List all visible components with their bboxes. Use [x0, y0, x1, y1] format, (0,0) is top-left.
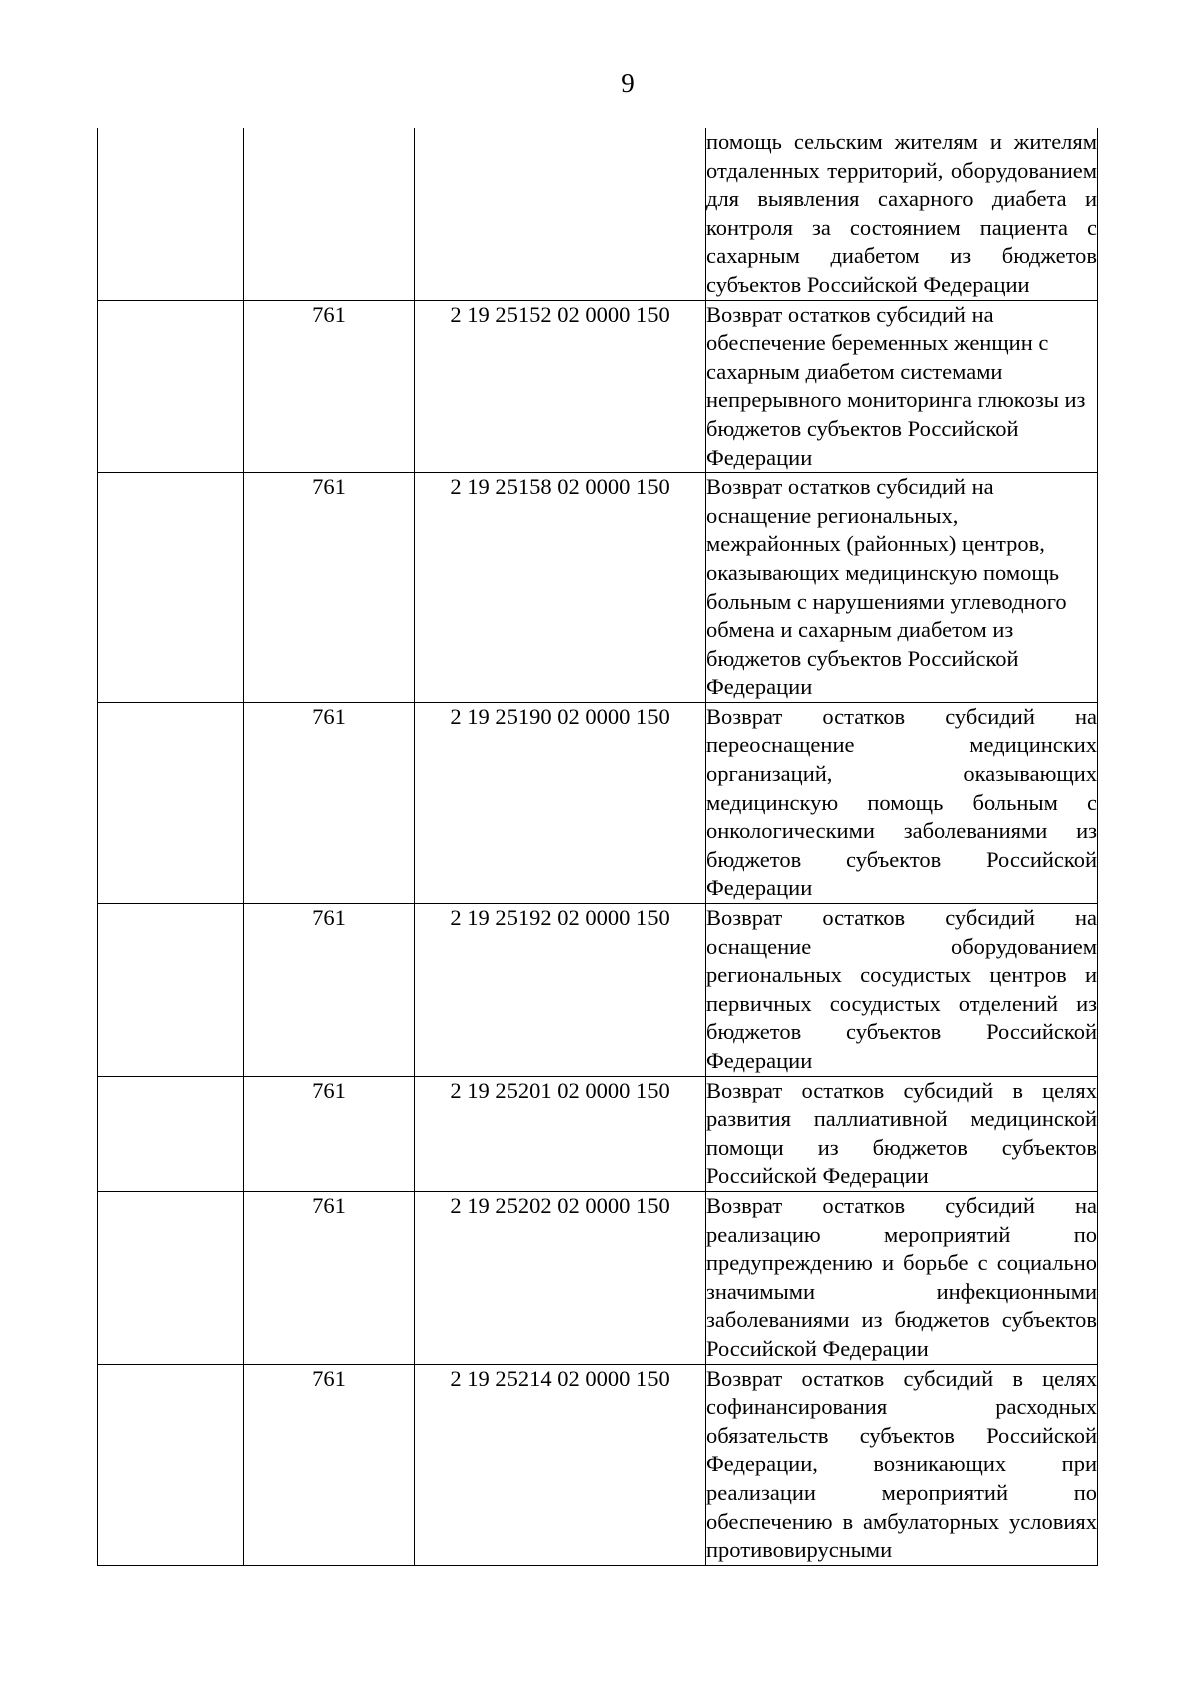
budget-code-cell: 2 19 25152 02 0000 150 [415, 300, 706, 473]
blank-cell [98, 1191, 244, 1364]
table-row [98, 1364, 1098, 1565]
admin-code-cell: 761 [244, 1076, 415, 1191]
admin-code-cell: 761 [244, 300, 415, 473]
blank-cell [98, 1364, 244, 1565]
budget-code-cell: 2 19 25192 02 0000 150 [415, 904, 706, 1077]
table-row [98, 300, 1098, 473]
description-text: Возврат остатков субсидий в целях софинансирования расходных обязательств субъектов Российской Федерации, возникающих при реализации мероприятий по обеспечению в амбулаторных условиях противовирусными [706, 1365, 1097, 1563]
table-row [98, 1191, 1098, 1364]
table-row [98, 702, 1098, 903]
admin-code-cell: 761 [244, 1191, 415, 1364]
page-number: 9 [621, 68, 635, 98]
admin-code-cell: 761 [244, 1364, 415, 1565]
blank-cell [98, 702, 244, 903]
description-cell [706, 1076, 1098, 1191]
admin-code-cell: 761 [244, 473, 415, 703]
description-cell [706, 1364, 1098, 1565]
admin-code-cell [244, 128, 415, 300]
budget-code-cell: 2 19 25214 02 0000 150 [415, 1364, 706, 1565]
description-text: Возврат остатков субсидий в целях развития паллиативной медицинской помощи из бюджетов субъектов Российской Федерации [706, 1077, 1097, 1189]
description-cell [706, 1191, 1098, 1364]
admin-code-cell: 761 [244, 904, 415, 1077]
description-cell [706, 904, 1098, 1077]
budget-codes-table [97, 128, 1098, 1566]
blank-cell [98, 904, 244, 1077]
description-cell [706, 300, 1098, 473]
blank-cell [98, 473, 244, 703]
admin-code-cell: 761 [244, 702, 415, 903]
description-cell [706, 128, 1098, 300]
blank-cell [98, 1076, 244, 1191]
description-text: помощь сельским жителям и жителям отдаленных территорий, оборудованием для выявления сахарного диабета и контроля за состоянием пациента с сахарным диабетом из бюджетов субъектов Российской Федерации [706, 129, 1097, 297]
table-row [98, 473, 1098, 703]
budget-code-cell: 2 19 25202 02 0000 150 [415, 1191, 706, 1364]
table-row [98, 1076, 1098, 1191]
description-text: Возврат остатков субсидий на переоснащение медицинских организаций, оказывающих медицинскую помощь больным с онкологическими заболеваниями из бюджетов субъектов Российской Федерации [706, 703, 1097, 901]
budget-code-cell: 2 19 25201 02 0000 150 [415, 1076, 706, 1191]
table-row [98, 128, 1098, 300]
budget-code-cell [415, 128, 706, 300]
description-text: Возврат остатков субсидий на реализацию мероприятий по предупреждению и борьбе с социально значимыми инфекционными заболеваниями из бюджетов субъектов Российской Федерации [706, 1192, 1097, 1361]
description-text: Возврат остатков субсидий на оснащение оборудованием региональных сосудистых центров и первичных сосудистых отделений из бюджетов субъектов Российской Федерации [706, 905, 1097, 1073]
description-cell [706, 702, 1098, 903]
description-text: Возврат остатков субсидий на оснащение региональных, межрайонных (районных) центров, оказывающих медицинскую помощь больным с нарушениями углеводного обмена и сахарным диабетом из бюджетов субъектов Российской Федерации [706, 474, 1067, 700]
budget-code-cell: 2 19 25190 02 0000 150 [415, 702, 706, 903]
blank-cell [98, 300, 244, 473]
description-cell [706, 473, 1098, 703]
budget-code-cell: 2 19 25158 02 0000 150 [415, 473, 706, 703]
table-row [98, 904, 1098, 1077]
blank-cell [98, 128, 244, 300]
description-text: Возврат остатков субсидий на обеспечение беременных женщин с сахарным диабетом системами непрерывного мониторинга глюкозы из бюджетов субъектов Российской Федерации [706, 301, 1086, 470]
